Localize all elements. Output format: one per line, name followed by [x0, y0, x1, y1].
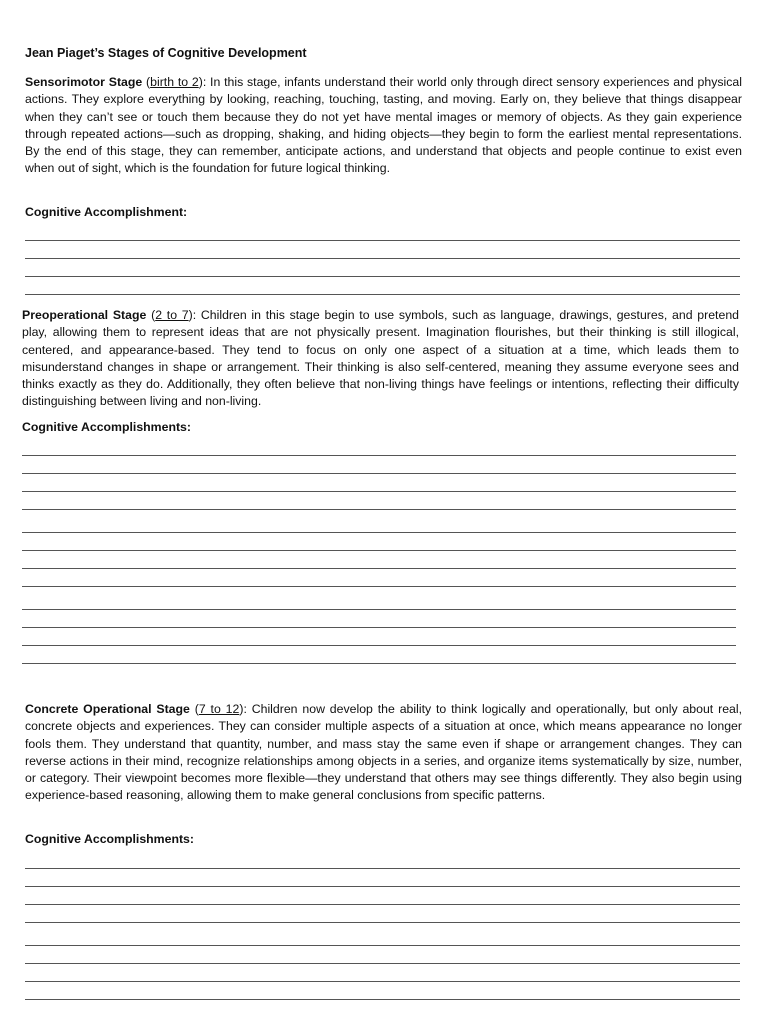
answer-line[interactable]	[22, 509, 736, 510]
stage-name: Concrete Operational Stage	[25, 702, 190, 716]
stage-age: 2 to 7	[155, 308, 189, 322]
stage-age: 7 to 12	[198, 702, 240, 716]
paren-open: (	[189, 702, 199, 716]
answer-line[interactable]	[25, 240, 740, 241]
accomplishment-label: Cognitive Accomplishment:	[25, 205, 188, 219]
answer-line[interactable]	[22, 455, 736, 456]
answer-line[interactable]	[22, 627, 736, 628]
answer-line[interactable]	[22, 568, 736, 569]
answer-line[interactable]	[22, 609, 736, 610]
answer-lines-preoperational[interactable]	[22, 455, 736, 670]
answer-line[interactable]	[25, 999, 740, 1000]
answer-line[interactable]	[22, 550, 736, 551]
answer-lines-sensorimotor[interactable]	[25, 240, 740, 300]
answer-line[interactable]	[25, 868, 740, 869]
answer-line[interactable]	[25, 922, 740, 923]
answer-line[interactable]	[25, 904, 740, 905]
answer-line[interactable]	[22, 586, 736, 587]
answer-line[interactable]	[25, 945, 740, 946]
answer-line[interactable]	[22, 532, 736, 533]
answer-line[interactable]	[25, 258, 740, 259]
answer-line[interactable]	[22, 491, 736, 492]
sensorimotor-paragraph	[25, 74, 742, 178]
accomplishment-label: Cognitive Accomplishments:	[22, 420, 191, 434]
accomplishment-label: Cognitive Accomplishments:	[25, 832, 194, 846]
paren-close: ):	[188, 308, 197, 322]
stage-age: birth to 2	[150, 75, 199, 89]
answer-lines-concrete-operational[interactable]	[25, 868, 740, 1003]
paren-close: ):	[239, 702, 247, 716]
stage-name: Preoperational Stage	[22, 308, 147, 322]
answer-line[interactable]	[25, 963, 740, 964]
stage-description: In this stage, infants understand their world only through direct sensory experiences and physical actions. They explore everything by looking, reaching, touching, tasting, and moving. Early on, they believe that things disappear when they can’t see or touch them because they do not yet have mental images or memory of objects. As they gain experience through repeated actions—such as dropping, shaking, and hiding objects—they begin to form the earliest mental representations. By the end of this stage, they can remember, anticipate actions, and understand that objects and people continue to exist even when out of sight, which is the foundation for future logical thinking.	[25, 75, 742, 176]
answer-line[interactable]	[22, 645, 736, 646]
preoperational-paragraph	[22, 307, 739, 411]
stage-description: Children now develop the ability to think logically and operationally, but only about real, concrete objects and experiences. They can consider multiple aspects of a situation at once, which means appearance no longer fools them. They understand that quantity, number, and mass stay the same even if shape or arrangement changes. They can reverse actions in their mind, recognize relationships among objects in a series, and organize items systematically by size, number, or category. Their viewpoint becomes more flexible—they understand that others may see things differently. They also begin using experience-based reasoning, allowing them to make general conclusions from specific patterns.	[25, 702, 743, 803]
answer-line[interactable]	[25, 981, 740, 982]
paren-close: ):	[198, 75, 207, 89]
answer-line[interactable]	[25, 276, 740, 277]
answer-line[interactable]	[22, 473, 736, 474]
concrete-operational-paragraph	[25, 701, 742, 805]
stage-name: Sensorimotor Stage	[25, 75, 143, 89]
answer-line[interactable]	[25, 886, 740, 887]
paren-open: (	[146, 308, 156, 322]
answer-line[interactable]	[25, 294, 740, 295]
stage-description: Children in this stage begin to use symbols, such as language, drawings, gestures, and pretend play, allowing them to represent ideas that are not physically present. Imagination flourishes, but their thinking is still illogical, centered, and appearance-based. They tend to focus on only one aspect of a situation at a time, which leads them to misunderstand changes in shape or arrangement. Their thinking is also self-centered, meaning they assume everyone sees and thinks exactly as they do. Additionally, they often believe that non-living things have feelings or intentions, reflecting their difficulty distinguishing between living and non-living.	[22, 308, 739, 409]
page-title: Jean Piaget’s Stages of Cognitive Development	[25, 46, 307, 60]
answer-line[interactable]	[22, 663, 736, 664]
paren-open: (	[142, 75, 151, 89]
